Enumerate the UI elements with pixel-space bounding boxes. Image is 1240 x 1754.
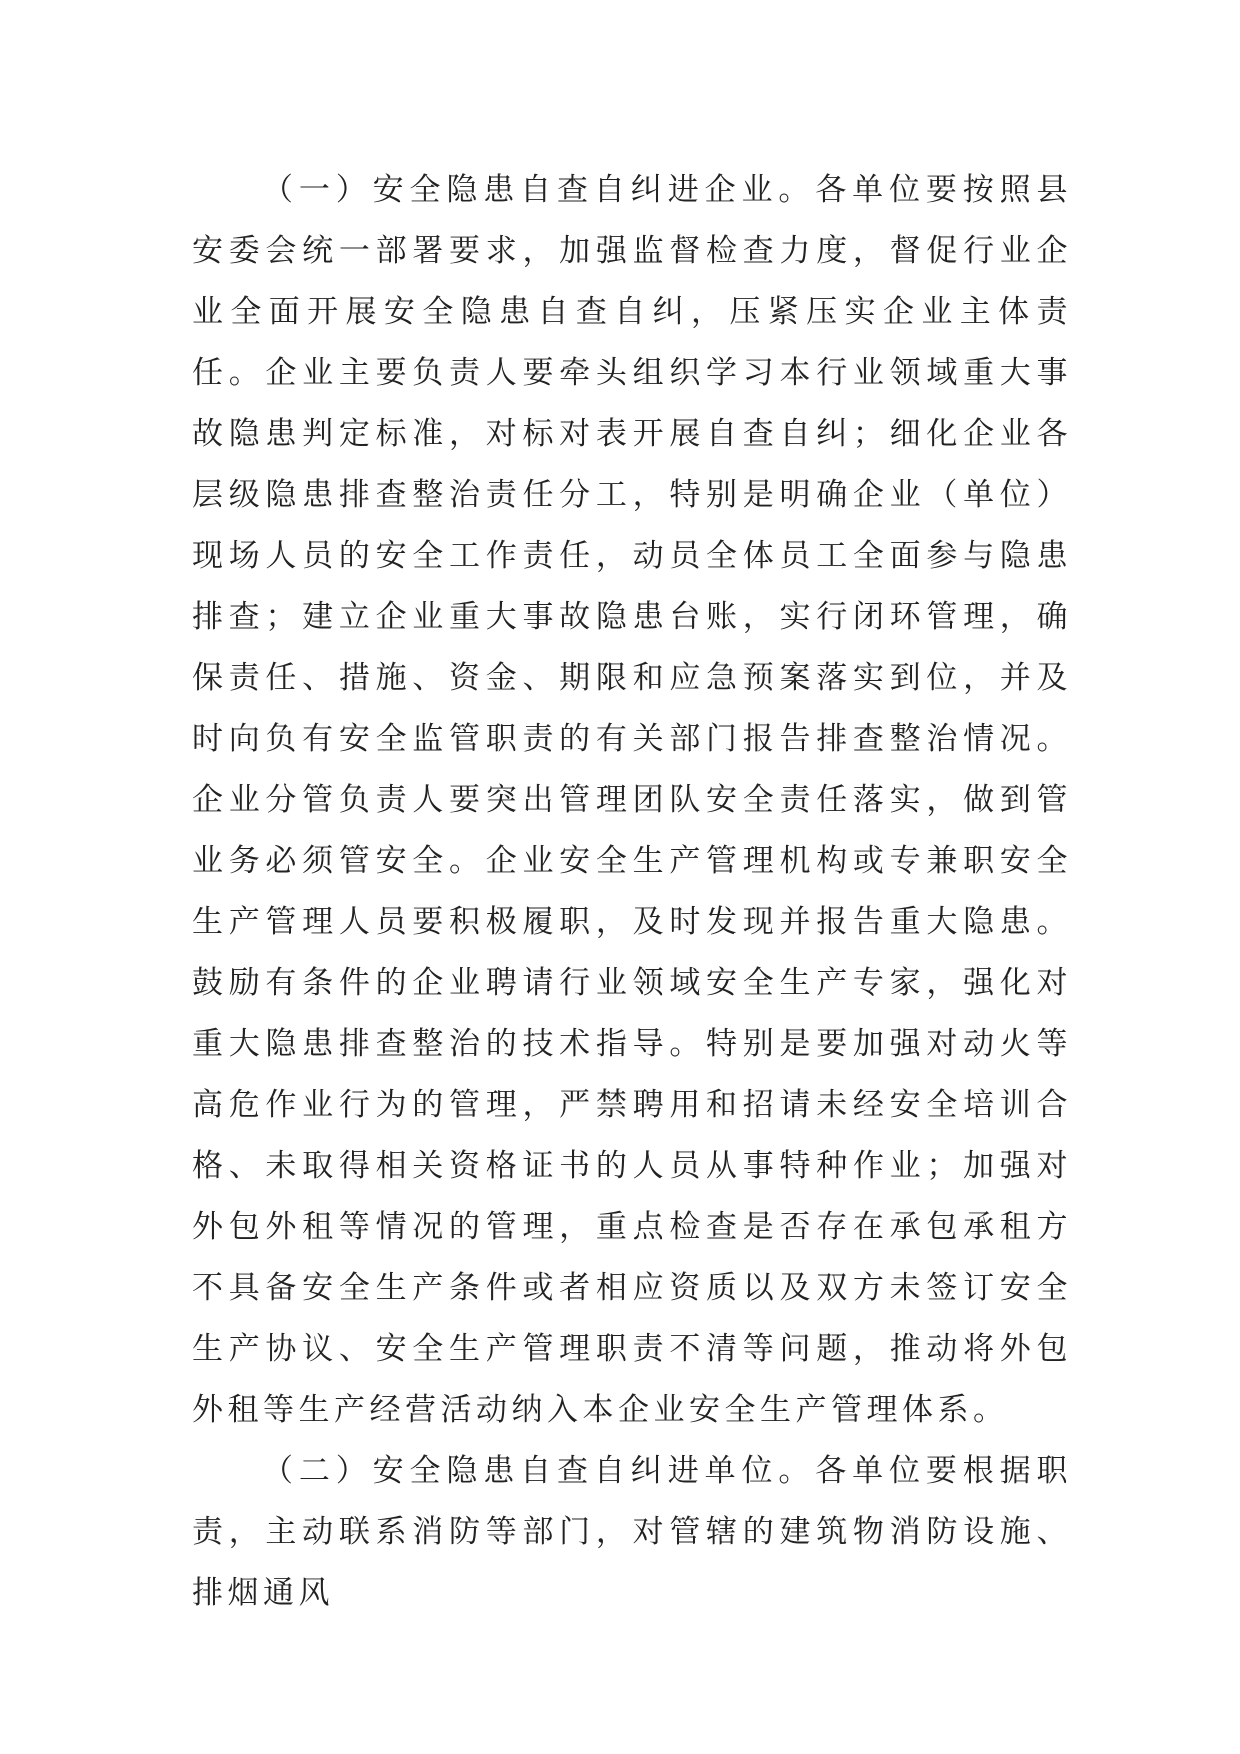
paragraph-section-1: （一）安全隐患自查自纠进企业。各单位要按照县安委会统一部署要求，加强监督检查力度，督促行业企业全面开展安全隐患自查自纠，压紧压实企业主体责任。企业主要负责人要牵头组织学习本行业领域重大事故隐患判定标准，对标对表开展自查自纠；细化企业各层级隐患排查整治责任分工，特别是明确企业（单位）现场人员的安全工作责任，动员全体员工全面参与隐患排查；建立企业重大事故隐患台账，实行闭环管理，确保责任、措施、资金、期限和应急预案落实到位，并及时向负有安全监管职责的有关部门报告排查整治情况。企业分管负责人要突出管理团队安全责任落实，做到管业务必须管安全。企业安全生产管理机构或专兼职安全生产管理人员要积极履职，及时发现并报告重大隐患。鼓励有条件的企业聘请行业领域安全生产专家，强化对重大隐患排查整治的技术指导。特别是要加强对动火等高危作业行为的管理，严禁聘用和招请未经安全培训合格、未取得相关资格证书的人员从事特种作业；加强对外包外租等情况的管理，重点检查是否存在承包承租方不具备安全生产条件或者相应资质以及双方未签订安全生产协议、安全生产管理职责不清等问题，推动将外包外租等生产经营活动纳入本企业安全生产管理体系。	[192, 172, 1072, 1428]
body-text	[192, 160, 1072, 1624]
paragraph-section-2: （二）安全隐患自查自纠进单位。各单位要根据职责，主动联系消防等部门，对管辖的建筑物消防设施、排烟通风	[192, 1453, 1072, 1611]
